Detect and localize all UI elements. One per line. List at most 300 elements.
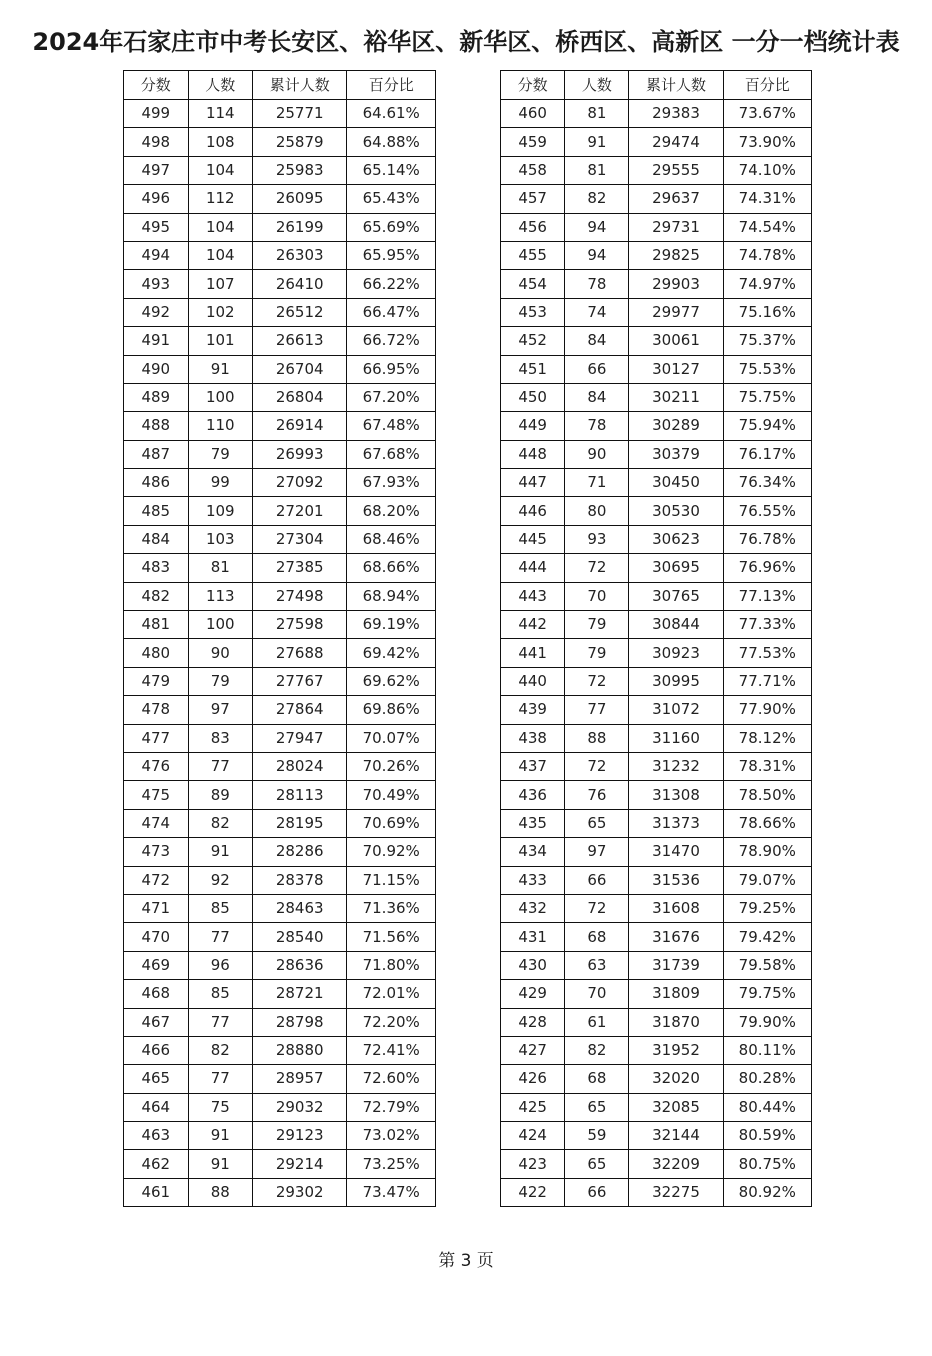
count-cell: 81 [565, 100, 629, 128]
percent-cell: 79.42% [723, 923, 811, 951]
score-cell: 433 [501, 866, 565, 894]
percent-cell: 79.07% [723, 866, 811, 894]
cumulative-cell: 28957 [253, 1065, 347, 1093]
percent-cell: 71.15% [347, 866, 436, 894]
percent-cell: 74.10% [723, 156, 811, 184]
table-row [124, 1065, 436, 1093]
percent-cell: 68.20% [347, 497, 436, 525]
score-cell: 495 [124, 213, 189, 241]
cumulative-cell: 29637 [629, 185, 723, 213]
score-cell: 474 [124, 809, 189, 837]
score-cell: 451 [501, 355, 565, 383]
score-cell: 440 [501, 667, 565, 695]
score-cell: 485 [124, 497, 189, 525]
count-cell: 91 [565, 128, 629, 156]
score-cell: 438 [501, 724, 565, 752]
cumulative-cell: 26095 [253, 185, 347, 213]
score-cell: 467 [124, 1008, 189, 1036]
table-row [124, 469, 436, 497]
percent-cell: 72.79% [347, 1093, 436, 1121]
percent-cell: 69.19% [347, 611, 436, 639]
table-row [124, 866, 436, 894]
table-row [124, 980, 436, 1008]
score-cell: 452 [501, 327, 565, 355]
cumulative-cell: 29302 [253, 1178, 347, 1206]
table-row [124, 241, 436, 269]
score-cell: 437 [501, 752, 565, 780]
percent-cell: 65.69% [347, 213, 436, 241]
count-cell: 103 [188, 525, 253, 553]
score-cell: 460 [501, 100, 565, 128]
cumulative-cell: 29032 [253, 1093, 347, 1121]
percent-cell: 78.31% [723, 752, 811, 780]
score-cell: 432 [501, 894, 565, 922]
cumulative-cell: 28721 [253, 980, 347, 1008]
count-cell: 90 [565, 440, 629, 468]
percent-cell: 79.90% [723, 1008, 811, 1036]
column-header: 人数 [188, 71, 253, 100]
table-row [124, 1008, 436, 1036]
cumulative-cell: 31870 [629, 1008, 723, 1036]
score-cell: 489 [124, 383, 189, 411]
cumulative-cell: 27201 [253, 497, 347, 525]
table-row [124, 696, 436, 724]
percent-cell: 77.71% [723, 667, 811, 695]
table-row [501, 611, 812, 639]
percent-cell: 79.25% [723, 894, 811, 922]
count-cell: 112 [188, 185, 253, 213]
cumulative-cell: 26993 [253, 440, 347, 468]
cumulative-cell: 28113 [253, 781, 347, 809]
percent-cell: 80.44% [723, 1093, 811, 1121]
cumulative-cell: 26613 [253, 327, 347, 355]
percent-cell: 66.22% [347, 270, 436, 298]
table-row [501, 923, 812, 951]
table-row [124, 1178, 436, 1206]
count-cell: 102 [188, 298, 253, 326]
count-cell: 79 [565, 611, 629, 639]
score-cell: 459 [501, 128, 565, 156]
percent-cell: 79.58% [723, 951, 811, 979]
percent-cell: 72.60% [347, 1065, 436, 1093]
cumulative-cell: 30995 [629, 667, 723, 695]
percent-cell: 69.86% [347, 696, 436, 724]
percent-cell: 66.72% [347, 327, 436, 355]
score-cell: 492 [124, 298, 189, 326]
cumulative-cell: 31536 [629, 866, 723, 894]
percent-cell: 65.43% [347, 185, 436, 213]
score-cell: 442 [501, 611, 565, 639]
count-cell: 104 [188, 213, 253, 241]
score-cell: 434 [501, 838, 565, 866]
count-cell: 72 [565, 667, 629, 695]
count-cell: 72 [565, 554, 629, 582]
score-cell: 444 [501, 554, 565, 582]
count-cell: 68 [565, 1065, 629, 1093]
count-cell: 83 [188, 724, 253, 752]
count-cell: 93 [565, 525, 629, 553]
cumulative-cell: 32085 [629, 1093, 723, 1121]
score-cell: 439 [501, 696, 565, 724]
table-row [124, 667, 436, 695]
score-cell: 427 [501, 1036, 565, 1064]
table-row [124, 185, 436, 213]
percent-cell: 70.49% [347, 781, 436, 809]
table-row [501, 838, 812, 866]
count-cell: 65 [565, 1150, 629, 1178]
cumulative-cell: 30923 [629, 639, 723, 667]
count-cell: 77 [188, 1065, 253, 1093]
cumulative-cell: 29214 [253, 1150, 347, 1178]
cumulative-cell: 29474 [629, 128, 723, 156]
table-row [124, 894, 436, 922]
percent-cell: 72.20% [347, 1008, 436, 1036]
table-row [124, 1150, 436, 1178]
score-cell: 469 [124, 951, 189, 979]
count-cell: 96 [188, 951, 253, 979]
cumulative-cell: 28880 [253, 1036, 347, 1064]
cumulative-cell: 28378 [253, 866, 347, 894]
score-cell: 490 [124, 355, 189, 383]
count-cell: 94 [565, 213, 629, 241]
cumulative-cell: 29555 [629, 156, 723, 184]
column-header: 人数 [565, 71, 629, 100]
score-cell: 423 [501, 1150, 565, 1178]
table-row [501, 469, 812, 497]
score-cell: 488 [124, 412, 189, 440]
percent-cell: 67.20% [347, 383, 436, 411]
table-row [501, 1008, 812, 1036]
score-cell: 491 [124, 327, 189, 355]
cumulative-cell: 31739 [629, 951, 723, 979]
percent-cell: 79.75% [723, 980, 811, 1008]
cumulative-cell: 31608 [629, 894, 723, 922]
count-cell: 76 [565, 781, 629, 809]
score-cell: 446 [501, 497, 565, 525]
table-row [501, 412, 812, 440]
count-cell: 110 [188, 412, 253, 440]
page-number: 第 3 页 [438, 1251, 494, 1271]
cumulative-cell: 28636 [253, 951, 347, 979]
count-cell: 61 [565, 1008, 629, 1036]
table-row [501, 213, 812, 241]
table-row [501, 1122, 812, 1150]
score-cell: 472 [124, 866, 189, 894]
cumulative-cell: 32020 [629, 1065, 723, 1093]
cumulative-cell: 27767 [253, 667, 347, 695]
score-cell: 493 [124, 270, 189, 298]
percent-cell: 73.67% [723, 100, 811, 128]
count-cell: 85 [188, 894, 253, 922]
score-cell: 447 [501, 469, 565, 497]
count-cell: 70 [565, 582, 629, 610]
table-header-row [124, 71, 436, 100]
cumulative-cell: 31676 [629, 923, 723, 951]
page-title: 2024年石家庄市中考长安区、裕华区、新华区、桥西区、高新区 一分一档统计表 [32, 28, 900, 56]
cumulative-cell: 27092 [253, 469, 347, 497]
percent-cell: 80.59% [723, 1122, 811, 1150]
count-cell: 72 [565, 752, 629, 780]
table-row [124, 752, 436, 780]
score-cell: 431 [501, 923, 565, 951]
score-cell: 464 [124, 1093, 189, 1121]
cumulative-cell: 30450 [629, 469, 723, 497]
count-cell: 85 [188, 980, 253, 1008]
score-cell: 477 [124, 724, 189, 752]
count-cell: 91 [188, 838, 253, 866]
cumulative-cell: 26914 [253, 412, 347, 440]
table-row [501, 1150, 812, 1178]
percent-cell: 75.37% [723, 327, 811, 355]
table-row [501, 980, 812, 1008]
cumulative-cell: 25983 [253, 156, 347, 184]
cumulative-cell: 32209 [629, 1150, 723, 1178]
table-row [124, 582, 436, 610]
count-cell: 80 [565, 497, 629, 525]
count-cell: 100 [188, 611, 253, 639]
score-cell: 465 [124, 1065, 189, 1093]
count-cell: 77 [565, 696, 629, 724]
percent-cell: 68.94% [347, 582, 436, 610]
score-cell: 494 [124, 241, 189, 269]
score-table-left [123, 70, 436, 1207]
table-header-row [501, 71, 812, 100]
table-row [501, 156, 812, 184]
percent-cell: 70.26% [347, 752, 436, 780]
count-cell: 65 [565, 809, 629, 837]
score-cell: 473 [124, 838, 189, 866]
count-cell: 81 [565, 156, 629, 184]
percent-cell: 77.90% [723, 696, 811, 724]
cumulative-cell: 30379 [629, 440, 723, 468]
table-row [501, 1093, 812, 1121]
count-cell: 82 [565, 1036, 629, 1064]
table-row [124, 100, 436, 128]
table-row [501, 497, 812, 525]
count-cell: 97 [565, 838, 629, 866]
percent-cell: 74.31% [723, 185, 811, 213]
table-row [501, 781, 812, 809]
percent-cell: 75.16% [723, 298, 811, 326]
table-row [501, 185, 812, 213]
cumulative-cell: 32275 [629, 1178, 723, 1206]
percent-cell: 80.92% [723, 1178, 811, 1206]
count-cell: 82 [188, 809, 253, 837]
table-row [501, 1178, 812, 1206]
count-cell: 63 [565, 951, 629, 979]
cumulative-cell: 31470 [629, 838, 723, 866]
count-cell: 109 [188, 497, 253, 525]
percent-cell: 74.54% [723, 213, 811, 241]
table-row [501, 241, 812, 269]
percent-cell: 64.88% [347, 128, 436, 156]
column-header: 百分比 [347, 71, 436, 100]
score-cell: 458 [501, 156, 565, 184]
count-cell: 65 [565, 1093, 629, 1121]
cumulative-cell: 30695 [629, 554, 723, 582]
cumulative-cell: 30127 [629, 355, 723, 383]
percent-cell: 71.36% [347, 894, 436, 922]
table-row [124, 724, 436, 752]
percent-cell: 73.90% [723, 128, 811, 156]
table-row [124, 355, 436, 383]
percent-cell: 72.01% [347, 980, 436, 1008]
score-cell: 482 [124, 582, 189, 610]
cumulative-cell: 29977 [629, 298, 723, 326]
table-row [501, 582, 812, 610]
cumulative-cell: 31809 [629, 980, 723, 1008]
cumulative-cell: 28463 [253, 894, 347, 922]
table-row [501, 696, 812, 724]
table-row [124, 951, 436, 979]
table-row [124, 1036, 436, 1064]
cumulative-cell: 31373 [629, 809, 723, 837]
percent-cell: 77.33% [723, 611, 811, 639]
score-cell: 449 [501, 412, 565, 440]
count-cell: 81 [188, 554, 253, 582]
column-header: 累计人数 [253, 71, 347, 100]
score-cell: 499 [124, 100, 189, 128]
cumulative-cell: 30530 [629, 497, 723, 525]
percent-cell: 68.46% [347, 525, 436, 553]
count-cell: 108 [188, 128, 253, 156]
count-cell: 88 [188, 1178, 253, 1206]
percent-cell: 78.50% [723, 781, 811, 809]
score-cell: 445 [501, 525, 565, 553]
percent-cell: 67.93% [347, 469, 436, 497]
table-row [124, 298, 436, 326]
table-row [501, 440, 812, 468]
table-row [124, 554, 436, 582]
table-row [124, 412, 436, 440]
percent-cell: 71.56% [347, 923, 436, 951]
table-row [124, 383, 436, 411]
score-cell: 453 [501, 298, 565, 326]
score-cell: 462 [124, 1150, 189, 1178]
score-cell: 468 [124, 980, 189, 1008]
score-cell: 476 [124, 752, 189, 780]
cumulative-cell: 31232 [629, 752, 723, 780]
percent-cell: 71.80% [347, 951, 436, 979]
score-cell: 455 [501, 241, 565, 269]
score-cell: 450 [501, 383, 565, 411]
percent-cell: 75.53% [723, 355, 811, 383]
table-row [124, 923, 436, 951]
cumulative-cell: 31952 [629, 1036, 723, 1064]
count-cell: 66 [565, 1178, 629, 1206]
score-cell: 479 [124, 667, 189, 695]
percent-cell: 75.94% [723, 412, 811, 440]
cumulative-cell: 27598 [253, 611, 347, 639]
score-cell: 496 [124, 185, 189, 213]
score-cell: 441 [501, 639, 565, 667]
cumulative-cell: 30061 [629, 327, 723, 355]
count-cell: 75 [188, 1093, 253, 1121]
percent-cell: 70.69% [347, 809, 436, 837]
count-cell: 104 [188, 241, 253, 269]
score-cell: 484 [124, 525, 189, 553]
score-cell: 422 [501, 1178, 565, 1206]
count-cell: 91 [188, 1150, 253, 1178]
cumulative-cell: 27498 [253, 582, 347, 610]
percent-cell: 73.02% [347, 1122, 436, 1150]
count-cell: 91 [188, 1122, 253, 1150]
table-row [124, 327, 436, 355]
score-cell: 424 [501, 1122, 565, 1150]
cumulative-cell: 30289 [629, 412, 723, 440]
percent-cell: 70.07% [347, 724, 436, 752]
count-cell: 104 [188, 156, 253, 184]
table-row [501, 383, 812, 411]
count-cell: 82 [188, 1036, 253, 1064]
cumulative-cell: 25771 [253, 100, 347, 128]
count-cell: 91 [188, 355, 253, 383]
percent-cell: 76.78% [723, 525, 811, 553]
table-row [501, 894, 812, 922]
percent-cell: 64.61% [347, 100, 436, 128]
table-row [501, 752, 812, 780]
table-row [124, 270, 436, 298]
cumulative-cell: 28195 [253, 809, 347, 837]
percent-cell: 78.90% [723, 838, 811, 866]
score-cell: 436 [501, 781, 565, 809]
table-row [124, 1093, 436, 1121]
cumulative-cell: 27688 [253, 639, 347, 667]
score-cell: 435 [501, 809, 565, 837]
table-row [501, 809, 812, 837]
table-row [124, 781, 436, 809]
percent-cell: 67.48% [347, 412, 436, 440]
table-row [501, 866, 812, 894]
percent-cell: 66.47% [347, 298, 436, 326]
table-row [124, 213, 436, 241]
count-cell: 107 [188, 270, 253, 298]
cumulative-cell: 26410 [253, 270, 347, 298]
table-row [501, 639, 812, 667]
table-row [501, 951, 812, 979]
cumulative-cell: 26199 [253, 213, 347, 241]
percent-cell: 74.97% [723, 270, 811, 298]
cumulative-cell: 31160 [629, 724, 723, 752]
cumulative-cell: 27304 [253, 525, 347, 553]
score-cell: 425 [501, 1093, 565, 1121]
cumulative-cell: 28540 [253, 923, 347, 951]
table-row [124, 128, 436, 156]
table-row [124, 639, 436, 667]
percent-cell: 77.13% [723, 582, 811, 610]
count-cell: 59 [565, 1122, 629, 1150]
cumulative-cell: 27864 [253, 696, 347, 724]
count-cell: 78 [565, 270, 629, 298]
score-cell: 428 [501, 1008, 565, 1036]
table-row [501, 554, 812, 582]
count-cell: 79 [188, 440, 253, 468]
count-cell: 84 [565, 383, 629, 411]
count-cell: 71 [565, 469, 629, 497]
score-cell: 426 [501, 1065, 565, 1093]
count-cell: 94 [565, 241, 629, 269]
cumulative-cell: 30844 [629, 611, 723, 639]
table-row [124, 611, 436, 639]
percent-cell: 66.95% [347, 355, 436, 383]
score-cell: 487 [124, 440, 189, 468]
table-row [501, 724, 812, 752]
score-cell: 480 [124, 639, 189, 667]
percent-cell: 78.12% [723, 724, 811, 752]
cumulative-cell: 29903 [629, 270, 723, 298]
percent-cell: 75.75% [723, 383, 811, 411]
cumulative-cell: 27947 [253, 724, 347, 752]
